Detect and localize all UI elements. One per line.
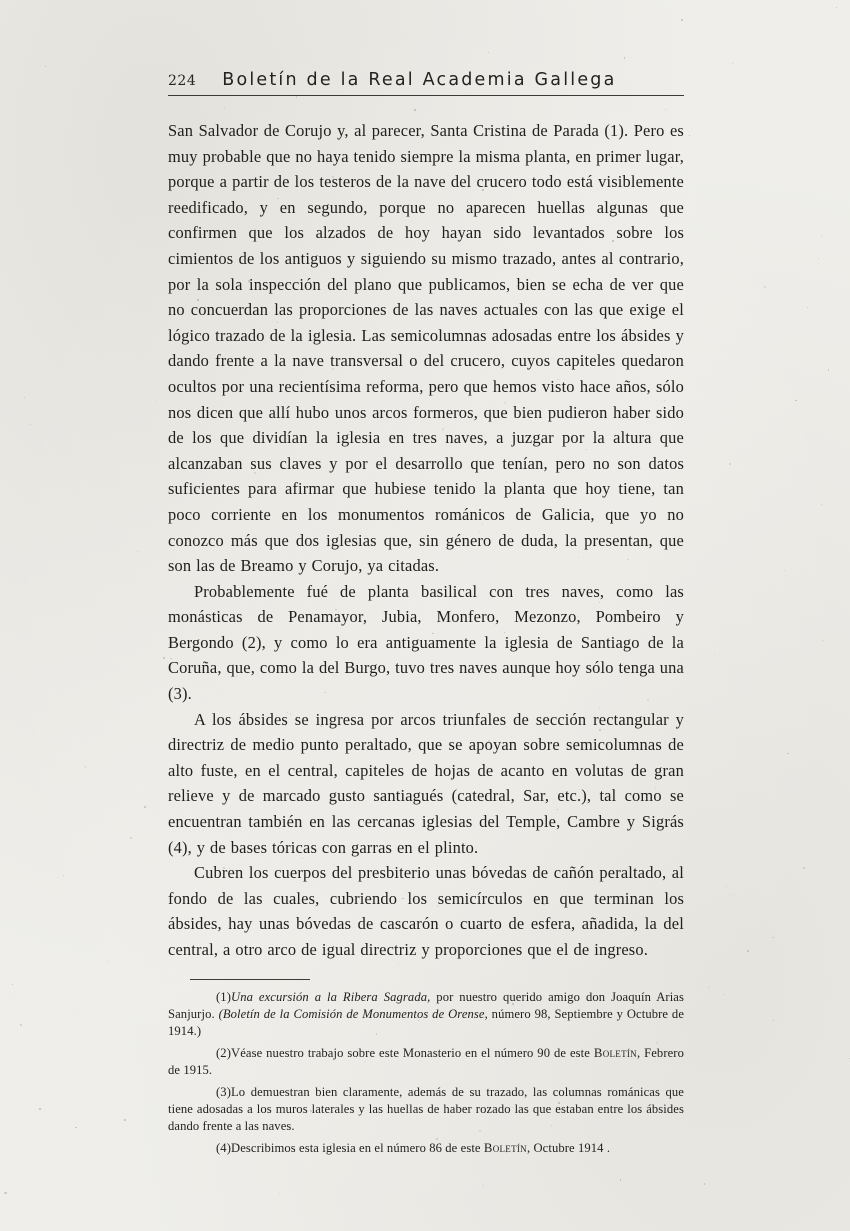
- footnote-item: [168, 989, 684, 1041]
- footnote-text: , Febrero de 1915.: [168, 1045, 684, 1078]
- footnote-item: [168, 1084, 684, 1136]
- page-number: 224: [168, 73, 197, 89]
- footnote-marker: (2): [216, 1045, 231, 1060]
- footnote-marker: (3): [216, 1084, 231, 1099]
- footnote-text: número 98, Septiembre y Octubre de 1914.): [168, 1007, 685, 1039]
- footnote-marker: (4): [216, 1140, 231, 1155]
- footnote-text: por nuestro querido amigo don Joaquín Arias Sanjurjo.: [168, 989, 684, 1021]
- running-title: Boletín de la Real Academia Gallega: [222, 70, 617, 90]
- footnote-text: Lo demuestran bien claramente, además de su trazado, las columnas románicas que tiene adosadas a los muros laterales y las huellas de haber rozado las que estaban entre los ábsides dando frente a las naves.: [168, 1084, 684, 1134]
- footnote-text: Boletín: [483, 1140, 527, 1155]
- page-content: [168, 70, 684, 1161]
- footnote-text: , Octubre 1914 .: [526, 1140, 611, 1155]
- footnote-item: [168, 1140, 684, 1157]
- footnote-text: Una excursión a la Ribera Sagrada,: [231, 989, 431, 1004]
- footnote-text: Boletín: [593, 1045, 637, 1060]
- footnote-text: Describimos esta iglesia en el número 86 de este: [231, 1140, 484, 1155]
- footnote-marker: (1): [216, 989, 231, 1004]
- footnote-separator: [190, 979, 310, 980]
- footnote-text: (Boletín de la Comisión de Monumentos de Orense,: [218, 1007, 488, 1021]
- footnote-text: Véase nuestro trabajo sobre este Monasterio en el número 90 de este: [231, 1045, 594, 1060]
- running-head: [168, 70, 684, 96]
- paragraph-4: Cubren los cuerpos del presbiterio unas bóvedas de cañón peraltado, al fondo de las cuales, cubriendo los semicírculos en que terminan los ábsides, hay unas bóvedas de cascarón o cuarto de esfera, añadida, la del central, a otro arco de igual directriz y proporciones que el de ingreso.: [168, 863, 684, 959]
- paragraph-2: Probablemente fué de planta basilical con tres naves, como las monásticas de Penamayor, Jubia, Monfero, Mezonzo, Pombeiro y Bergondo (2), y como lo era antiguamente la iglesia de Santiago de la Coruña, que, como la del Burgo, tuvo tres naves aunque hoy sólo tenga una (3).: [168, 581, 684, 704]
- footnote-item: [168, 1045, 684, 1080]
- body-text: [168, 118, 684, 963]
- paragraph-1: San Salvador de Corujo y, al parecer, Santa Cristina de Parada (1). Pero es muy probable que no haya tenido siempre la misma planta, en primer lugar, porque a partir de los testeros de la nave del crucero todo está visiblemente reedificado, y en segundo, porque no aparecen huellas algunas que confirmen que los alzados de hoy hayan sido levantados sobre los cimientos de los antiguos y siguiendo su mismo trazado, antes al contrario, por la sola inspección del plano que publicamos, bien se echa de ver que no concuerdan las proporciones de las naves actuales con las que exige el lógico trazado de la iglesia. Las semicolumnas adosadas entre los ábsides y dando frente a la nave transversal o del crucero, cuyos capiteles quedaron ocultos por una recientísima reforma, pero que hemos visto hace años, sólo nos dicen que allí hubo unos arcos formeros, que bien pudieron haber sido de los que dividían la iglesia en tres naves, a juzgar por la altura que alcanzaban sus claves y por el desarrollo que tenían, pero no son datos suficientes para afirmar que hubiese tenido la planta que hoy tiene, tan poco corriente en los monumentos románicos de Galicia, que yo no conozco más que dos iglesias que, sin género de duda, la presentan, que son las de Breamo y Corujo, ya citadas.: [168, 121, 684, 576]
- paragraph-3: A los ábsides se ingresa por arcos triunfales de sección rectangular y directriz de medio punto peraltado, que se apoyan sobre semicolumnas de alto fuste, en el central, capiteles de hojas de acanto en volutas de gran relieve y de marcado gusto santiagués (catedral, Sar, etc.), tal como se encuentran también en las cercanas iglesias del Temple, Cambre y Sigrás (4), y de bases tóricas con garras en el plinto.: [168, 709, 684, 857]
- footnote-list: [168, 989, 684, 1158]
